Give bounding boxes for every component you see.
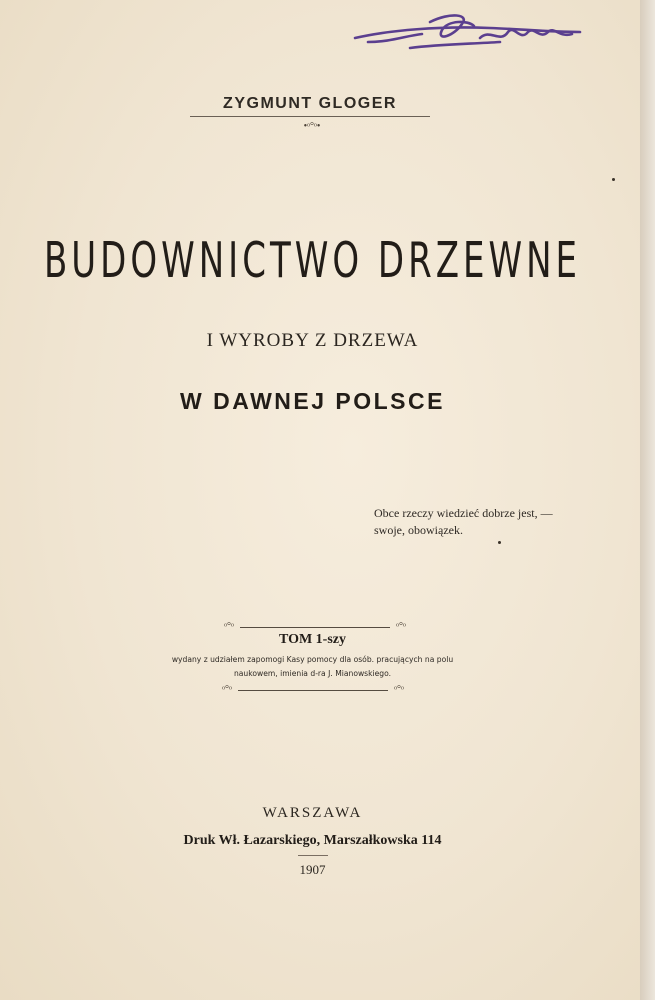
page-edge bbox=[640, 0, 655, 1000]
divider bbox=[298, 855, 328, 856]
author-name: ZYGMUNT GLOGER bbox=[190, 95, 430, 117]
volume-title: TOM 1-szy bbox=[278, 632, 346, 647]
epigraph-line-2: swoje, obowiązek. bbox=[374, 523, 463, 537]
handwritten-signature bbox=[350, 8, 590, 63]
book-title: BUDOWNICTWO DRZEWNE bbox=[43, 232, 582, 290]
book-subtitle: I WYROBY Z DRZEWA bbox=[206, 330, 419, 351]
ornament-icon: ᵒ°ᵒ bbox=[222, 684, 232, 695]
print-speck bbox=[612, 178, 615, 181]
ornament-icon: •ᵒ°ᵒ• bbox=[303, 121, 321, 132]
ornament-icon: ᵒ°ᵒ bbox=[394, 684, 404, 695]
ornament-icon: ᵒ°ᵒ bbox=[396, 621, 406, 632]
volume-note bbox=[150, 653, 475, 681]
divider bbox=[238, 690, 388, 691]
imprint-printer: Druk Wł. Łazarskiego, Marszałkowska 114 bbox=[183, 833, 442, 848]
imprint-city: WARSZAWA bbox=[262, 805, 363, 821]
book-subtitle-secondary: W DAWNEJ POLSCE bbox=[180, 388, 445, 414]
ornament-icon: ᵒ°ᵒ bbox=[224, 621, 234, 632]
epigraph bbox=[360, 505, 600, 539]
volume-note-line-2: naukowem, imienia d-ra J. Mianowskiego. bbox=[233, 669, 392, 678]
epigraph-line-1: Obce rzeczy wiedzieć dobrze jest, — bbox=[374, 506, 553, 520]
imprint-year: 1907 bbox=[299, 862, 326, 877]
print-speck bbox=[498, 541, 501, 544]
divider bbox=[240, 627, 390, 628]
volume-note-line-1: wydany z udziałem zapomogi Kasy pomocy dla osób. pracujących na polu bbox=[171, 655, 454, 664]
